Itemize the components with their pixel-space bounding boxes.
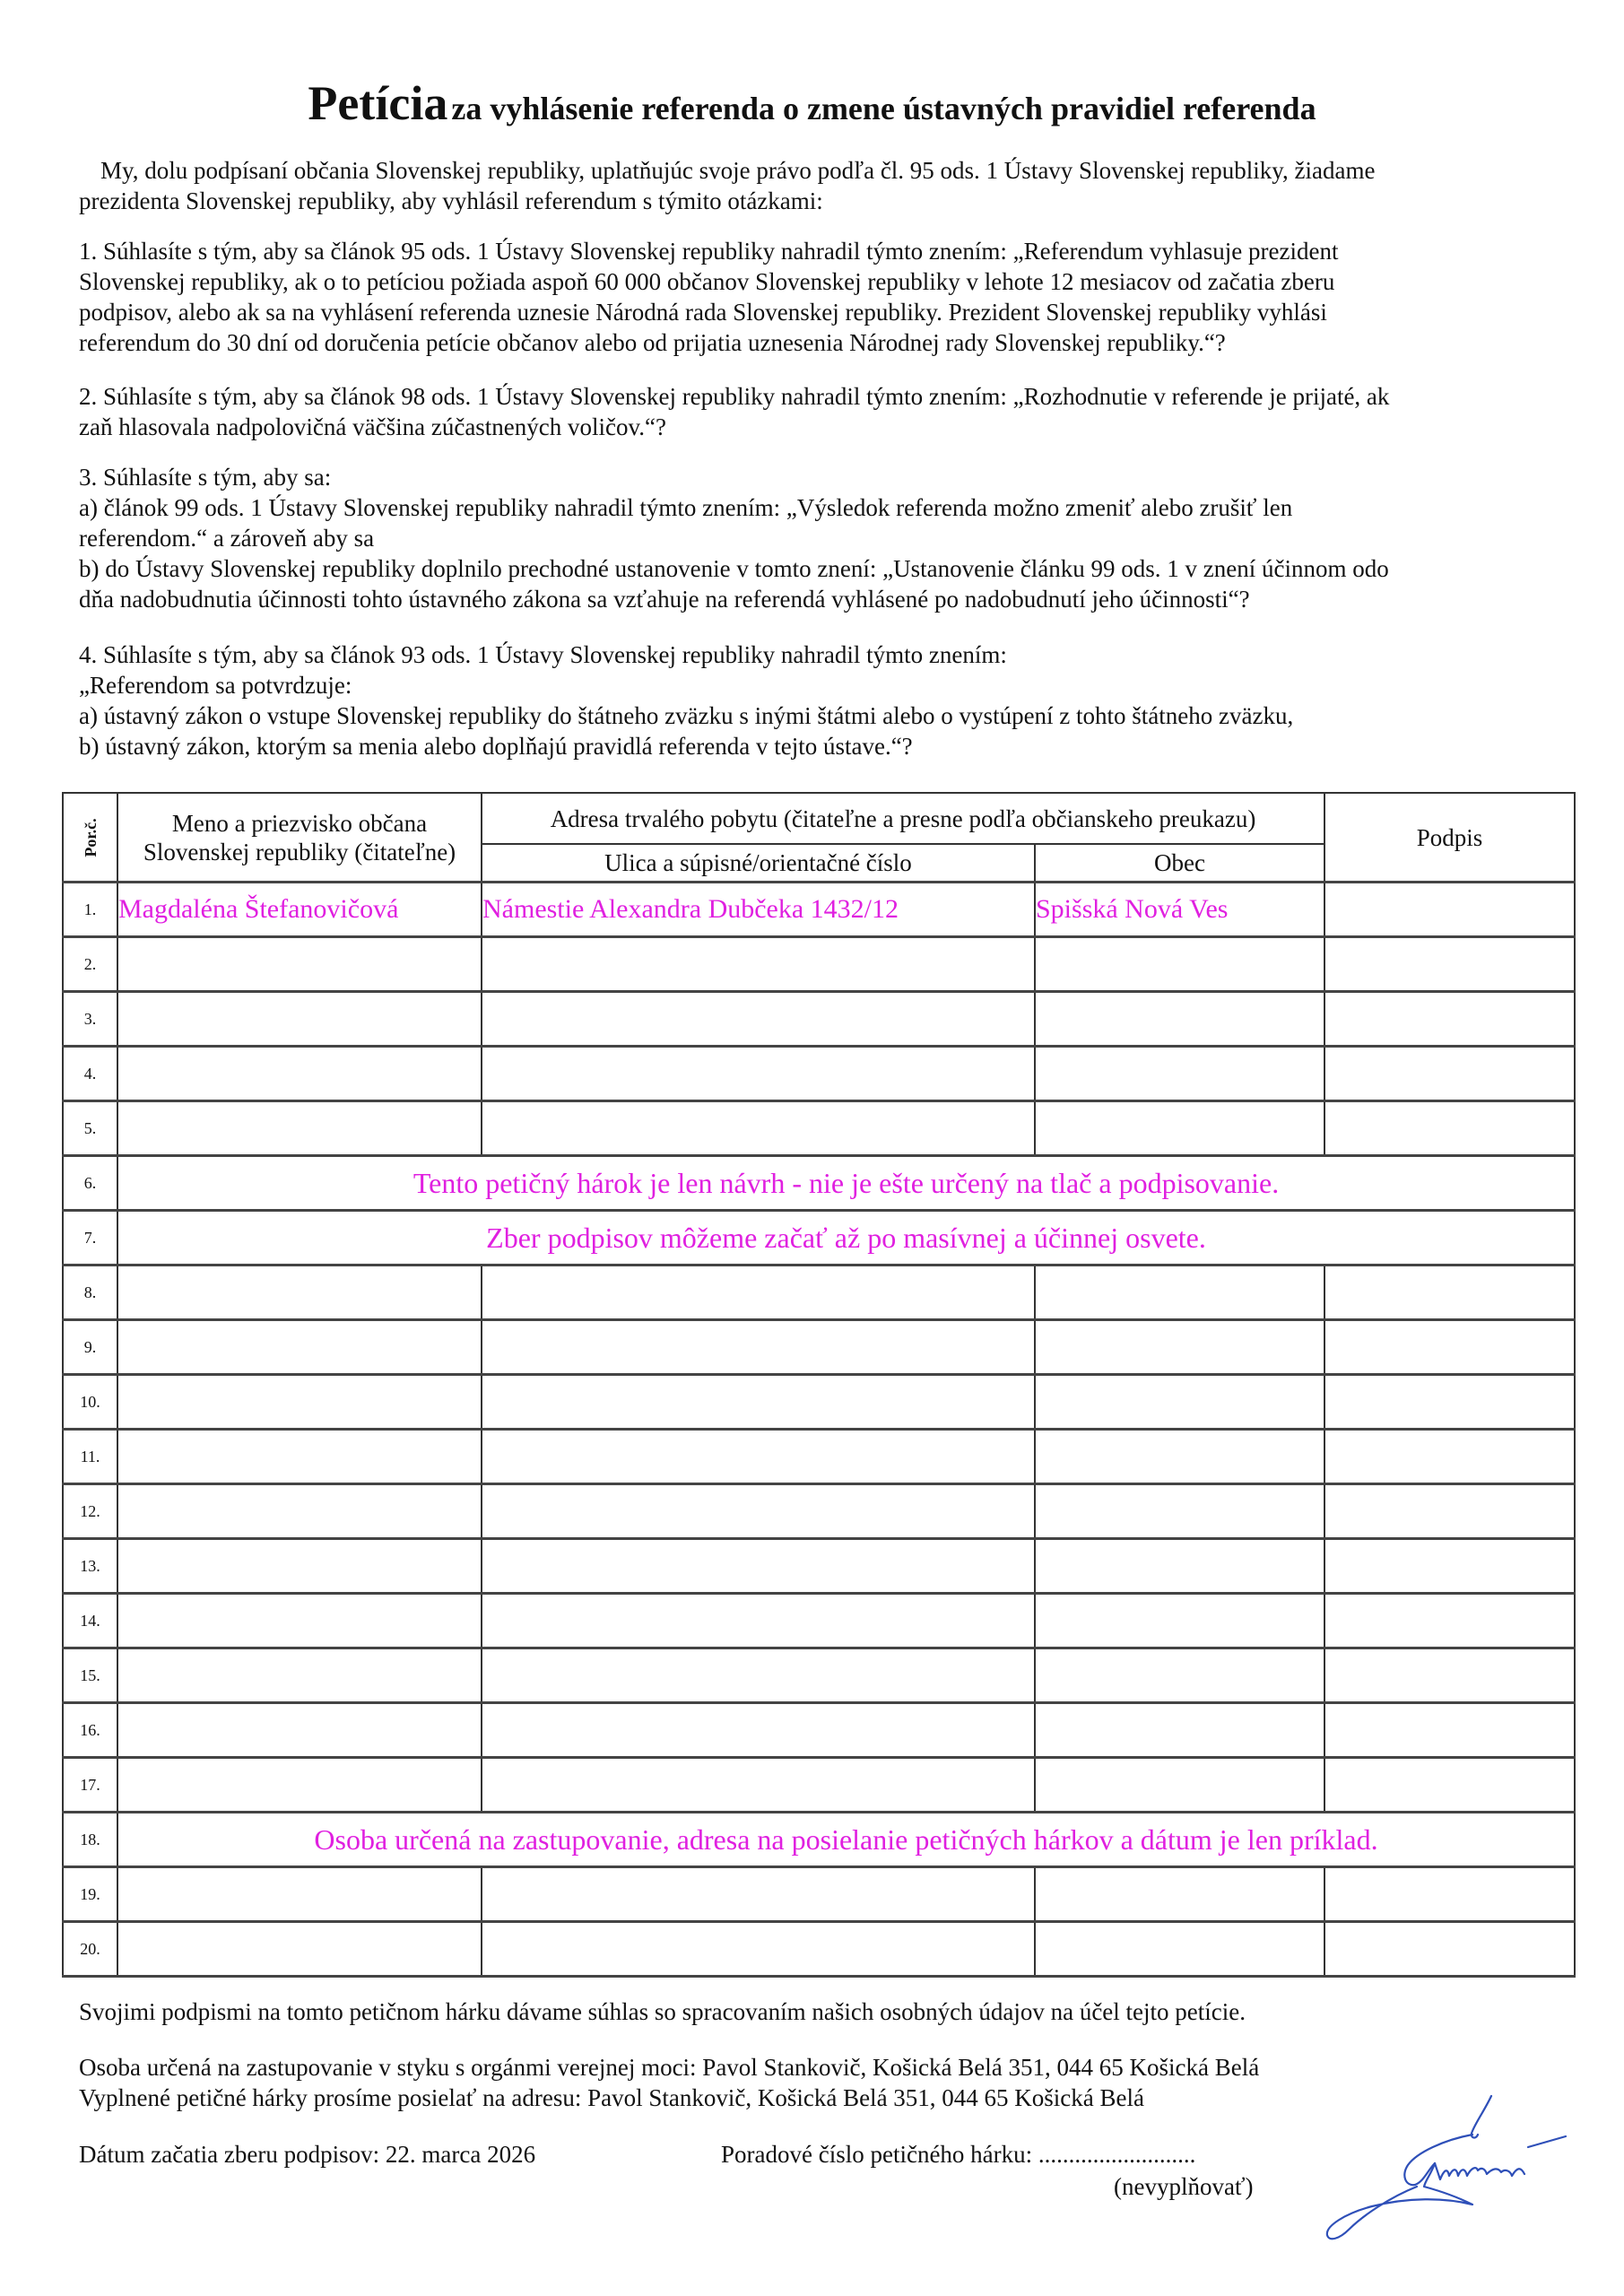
row-number: 5.: [63, 1101, 117, 1156]
table-row: [63, 883, 1575, 937]
signature-table: [62, 792, 1576, 1978]
table-row: [63, 1265, 1575, 1320]
city-cell[interactable]: [1035, 937, 1324, 992]
city-cell[interactable]: [1035, 1594, 1324, 1648]
start-date-text: Dátum začatia zberu podpisov: 22. marca 2026: [79, 2141, 536, 2168]
table-row: [63, 1375, 1575, 1430]
question-3: [79, 462, 1568, 614]
table-row: [63, 1101, 1575, 1156]
street-cell[interactable]: [482, 1867, 1035, 1922]
row-number: 17.: [63, 1758, 117, 1813]
name-cell[interactable]: [117, 1320, 482, 1375]
question-line: 2. Súhlasíte s tým, aby sa článok 98 ods. 1 Ústavy Slovenskej republiky nahradil týmto znením: „Rozhodnutie v referende je prijaté, ak: [79, 383, 1390, 410]
city-cell[interactable]: [1035, 1922, 1324, 1977]
consent-text: Svojimi podpismi na tomto petičnom hárku dávame súhlas so spracovaním našich osobných údajov na účel tejto petície.: [79, 1998, 1246, 2025]
name-cell[interactable]: [117, 1430, 482, 1484]
signature-cell[interactable]: [1324, 992, 1575, 1047]
sheet-number-field[interactable]: Poradové číslo petičného hárku: ..........................: [721, 2141, 1196, 2168]
sheet-number-note: (nevyplňovať): [1114, 2173, 1254, 2200]
signature-cell[interactable]: [1324, 1265, 1575, 1320]
petition-title: [0, 75, 1624, 131]
row-note: Tento petičný hárok je len návrh - nie je ešte určený na tlač a podpisovanie.: [117, 1156, 1575, 1211]
city-cell[interactable]: [1035, 1430, 1324, 1484]
name-cell[interactable]: [117, 1648, 482, 1703]
signature-cell[interactable]: [1324, 1375, 1575, 1430]
table-row: [63, 1758, 1575, 1813]
header-name-line1: Meno a priezvisko občana: [171, 809, 428, 837]
question-line: 4. Súhlasíte s tým, aby sa článok 93 ods. 1 Ústavy Slovenskej republiky nahradil týmto znením:: [79, 641, 1007, 668]
city-cell[interactable]: [1035, 1758, 1324, 1813]
row-number: 19.: [63, 1867, 117, 1922]
table-row: [63, 1320, 1575, 1375]
street-cell[interactable]: [482, 1648, 1035, 1703]
street-cell[interactable]: [482, 1375, 1035, 1430]
question-2: [79, 381, 1568, 442]
question-line: 1. Súhlasíte s tým, aby sa článok 95 ods. 1 Ústavy Slovenskej republiky nahradil týmto znením: „Referendum vyhlasuje prezident: [79, 238, 1339, 265]
table-row: [63, 992, 1575, 1047]
street-cell[interactable]: [482, 1320, 1035, 1375]
signature-cell[interactable]: [1324, 1867, 1575, 1922]
row-number: 7.: [63, 1211, 117, 1265]
table-row: [63, 1703, 1575, 1758]
row-number: 3.: [63, 992, 117, 1047]
city-cell[interactable]: [1035, 992, 1324, 1047]
row-note: Osoba určená na zastupovanie, adresa na posielanie petičných hárkov a dátum je len príklad.: [117, 1813, 1575, 1867]
street-cell[interactable]: [482, 1265, 1035, 1320]
signature-icon: [1309, 2081, 1596, 2251]
name-cell[interactable]: [117, 1594, 482, 1648]
row-number: 1.: [63, 883, 117, 937]
city-cell[interactable]: [1035, 1101, 1324, 1156]
street-cell[interactable]: Námestie Alexandra Dubčeka 1432/12: [482, 883, 1035, 937]
table-row: [63, 1648, 1575, 1703]
table-row: [63, 1211, 1575, 1265]
city-cell[interactable]: [1035, 1703, 1324, 1758]
row-number: 10.: [63, 1375, 117, 1430]
question-line: „Referendom sa potvrdzuje:: [79, 672, 352, 699]
title-main: Petícia: [308, 76, 448, 130]
intro-line: prezidenta Slovenskej republiky, aby vyhlásil referendum s týmito otázkami:: [79, 187, 823, 214]
table-body: [63, 883, 1575, 1977]
signature-cell[interactable]: [1324, 1594, 1575, 1648]
street-cell[interactable]: [482, 1922, 1035, 1977]
header-street: Ulica a súpisné/orientačné číslo: [482, 844, 1035, 883]
name-cell[interactable]: [117, 1265, 482, 1320]
signature-cell[interactable]: [1324, 937, 1575, 992]
name-cell[interactable]: [117, 1047, 482, 1101]
city-cell[interactable]: [1035, 1047, 1324, 1101]
street-cell[interactable]: [482, 1703, 1035, 1758]
table-row: [63, 1539, 1575, 1594]
table-row: [63, 1813, 1575, 1867]
table-row: [63, 1867, 1575, 1922]
row-number: 13.: [63, 1539, 117, 1594]
header-address: Adresa trvalého pobytu (čitateľne a presne podľa občianskeho preukazu): [482, 793, 1324, 844]
street-cell[interactable]: [482, 1484, 1035, 1539]
table-row: [63, 1156, 1575, 1211]
signature-cell[interactable]: [1324, 1320, 1575, 1375]
street-cell[interactable]: [482, 1047, 1035, 1101]
city-cell[interactable]: [1035, 1539, 1324, 1594]
question-line: b) ústavný zákon, ktorým sa menia alebo doplňajú pravidlá referenda v tejto ústave.“?: [79, 733, 913, 760]
city-cell[interactable]: [1035, 1265, 1324, 1320]
row-number: 4.: [63, 1047, 117, 1101]
name-cell[interactable]: [117, 1539, 482, 1594]
row-number: 8.: [63, 1265, 117, 1320]
street-cell[interactable]: [482, 1430, 1035, 1484]
question-4: [79, 639, 1568, 761]
signature-cell[interactable]: [1324, 1758, 1575, 1813]
name-cell[interactable]: [117, 1703, 482, 1758]
question-line: referendom.“ a zároveň aby sa: [79, 525, 375, 552]
name-cell[interactable]: [117, 1484, 482, 1539]
street-cell[interactable]: [482, 1758, 1035, 1813]
city-cell[interactable]: [1035, 1320, 1324, 1375]
name-cell[interactable]: [117, 1867, 482, 1922]
mail-to-text: Vyplnené petičné hárky prosíme posielať na adresu: Pavol Stankovič, Košická Belá 351, 044 65 Košická Belá: [79, 2084, 1144, 2111]
row-number: 15.: [63, 1648, 117, 1703]
intro-paragraph: [79, 155, 1568, 216]
signature-cell[interactable]: [1324, 1101, 1575, 1156]
question-line: Slovenskej republiky, ak o to petíciou požiada aspoň 60 000 občanov Slovenskej republiky v lehote 12 mesiacov od začatia zberu: [79, 268, 1335, 295]
signature-cell[interactable]: [1324, 883, 1575, 937]
name-cell[interactable]: [117, 992, 482, 1047]
city-cell[interactable]: [1035, 1484, 1324, 1539]
name-cell[interactable]: [117, 1922, 482, 1977]
row-number: 11.: [63, 1430, 117, 1484]
signature-cell[interactable]: [1324, 1703, 1575, 1758]
signature-cell[interactable]: [1324, 1539, 1575, 1594]
question-line: podpisov, alebo ak sa na vyhlásení referenda uznesie Národná rada Slovenskej republiky. Prezident Slovenskej republiky vyhlási: [79, 299, 1327, 326]
title-subtitle: za vyhlásenie referenda o zmene ústavných pravidiel referenda: [451, 91, 1316, 126]
city-cell[interactable]: [1035, 1867, 1324, 1922]
table-row: [63, 1594, 1575, 1648]
street-cell[interactable]: [482, 1539, 1035, 1594]
question-line: 3. Súhlasíte s tým, aby sa:: [79, 464, 332, 491]
street-cell[interactable]: [482, 1594, 1035, 1648]
header-name: [117, 793, 482, 883]
question-line: a) ústavný zákon o vstupe Slovenskej republiky do štátneho zväzku s inými štátmi alebo o vystúpení z tohto štátneho zväzku,: [79, 702, 1294, 729]
question-1: [79, 236, 1568, 358]
header-porc-label: Por.č.: [81, 817, 100, 857]
signature-cell[interactable]: [1324, 1047, 1575, 1101]
row-number: 6.: [63, 1156, 117, 1211]
city-cell[interactable]: [1035, 1375, 1324, 1430]
name-cell[interactable]: [117, 1758, 482, 1813]
street-cell[interactable]: [482, 937, 1035, 992]
street-cell[interactable]: [482, 1101, 1035, 1156]
table-row: [63, 1922, 1575, 1977]
name-cell[interactable]: Magdaléna Štefanovičová: [117, 883, 482, 937]
row-number: 16.: [63, 1703, 117, 1758]
signature-cell[interactable]: [1324, 1430, 1575, 1484]
name-cell[interactable]: [117, 937, 482, 992]
representative-text: Osoba určená na zastupovanie v styku s orgánmi verejnej moci: Pavol Stankovič, Košická Belá 351, 044 65 Košická Belá: [79, 2054, 1260, 2081]
row-number: 12.: [63, 1484, 117, 1539]
city-cell[interactable]: [1035, 1648, 1324, 1703]
signature-cell[interactable]: [1324, 1922, 1575, 1977]
street-cell[interactable]: [482, 992, 1035, 1047]
table-row: [63, 1047, 1575, 1101]
header-porc: [63, 793, 117, 883]
row-number: 18.: [63, 1813, 117, 1867]
name-cell[interactable]: [117, 1375, 482, 1430]
question-line: b) do Ústavy Slovenskej republiky doplnilo prechodné ustanovenie v tomto znení: „Ustanovenie článku 99 ods. 1 v znení účinnom odo: [79, 555, 1389, 582]
signature-cell[interactable]: [1324, 1648, 1575, 1703]
header-name-line2: Slovenskej republiky (čitateľne): [143, 838, 456, 865]
row-number: 2.: [63, 937, 117, 992]
city-cell[interactable]: Spišská Nová Ves: [1035, 883, 1324, 937]
question-line: a) článok 99 ods. 1 Ústavy Slovenskej republiky nahradil týmto znením: „Výsledok referenda možno zmeniť alebo zrušiť len: [79, 494, 1293, 521]
question-line: zaň hlasovala nadpolovičná väčšina zúčastnených voličov.“?: [79, 413, 666, 440]
header-city: Obec: [1035, 844, 1324, 883]
row-number: 14.: [63, 1594, 117, 1648]
name-cell[interactable]: [117, 1101, 482, 1156]
row-note: Zber podpisov môžeme začať až po masívnej a účinnej osvete.: [117, 1211, 1575, 1265]
row-number: 9.: [63, 1320, 117, 1375]
intro-line: My, dolu podpísaní občania Slovenskej republiky, uplatňujúc svoje právo podľa čl. 95 ods. 1 Ústavy Slovenskej republiky, žiadame: [100, 157, 1376, 184]
question-line: dňa nadobudnutia účinnosti tohto ústavného zákona sa vzťahuje na referendá vyhlásené po nadobudnutí jeho účinnosti“?: [79, 586, 1250, 613]
row-number: 20.: [63, 1922, 117, 1977]
table-row: [63, 1430, 1575, 1484]
header-signature: Podpis: [1324, 793, 1575, 883]
table-row: [63, 937, 1575, 992]
question-line: referendum do 30 dní od doručenia petície občanov alebo od prijatia uznesenia Národnej rady Slovenskej republiky.“?: [79, 329, 1226, 356]
table-row: [63, 1484, 1575, 1539]
signature-cell[interactable]: [1324, 1484, 1575, 1539]
